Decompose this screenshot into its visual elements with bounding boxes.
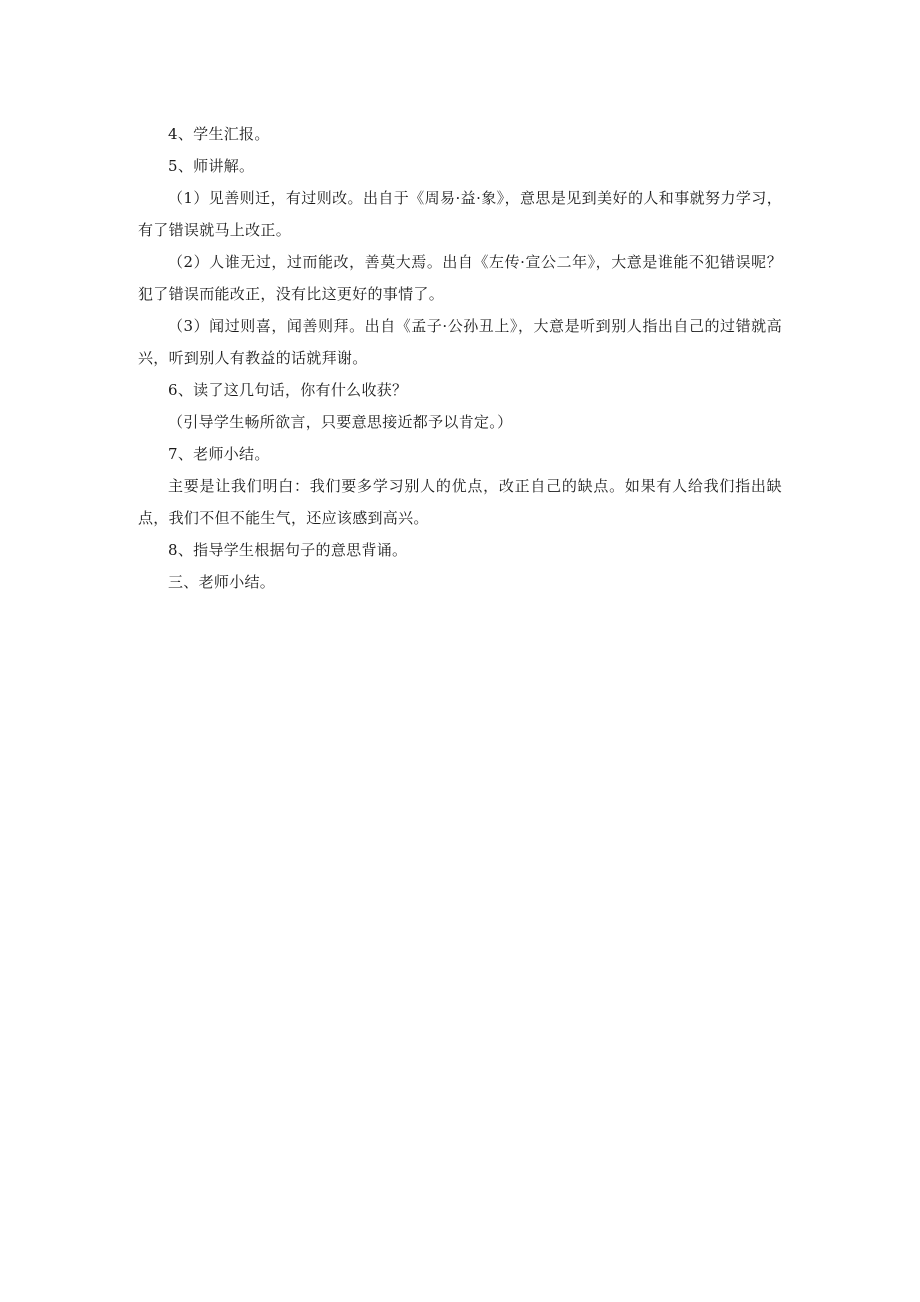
paragraph-step-8: 8、指导学生根据句子的意思背诵。: [168, 541, 408, 559]
paragraph-quote-1: （1）见善则迁，有过则改。出自于《周易·益·象》，意思是见到美好的人和事就努力学习，有了错误就马上改正。: [138, 189, 782, 239]
paragraph-step-4: 4、学生汇报。: [168, 125, 270, 143]
paragraph-guidance-note: （引导学生畅所欲言，只要意思接近都予以肯定。）: [168, 413, 513, 431]
paragraph-step-6: 6、读了这几句话，你有什么收获？: [168, 381, 408, 399]
paragraph-summary: 主要是让我们明白：我们要多学习别人的优点，改正自己的缺点。如果有人给我们指出缺点，我们不但不能生气，还应该感到高兴。: [138, 477, 782, 527]
paragraph-section-3: 三、老师小结。: [168, 573, 276, 591]
paragraph-quote-2: （2）人谁无过，过而能改，善莫大焉。出自《左传·宣公二年》，大意是谁能不犯错误呢？犯了错误而能改正，没有比这更好的事情了。: [138, 253, 782, 303]
paragraph-step-7: 7、老师小结。: [168, 445, 270, 463]
paragraph-step-5: 5、师讲解。: [168, 157, 255, 175]
document-body: [138, 118, 782, 598]
paragraph-quote-3: （3）闻过则喜，闻善则拜。出自《孟子·公孙丑上》，大意是听到别人指出自己的过错就高兴，听到别人有教益的话就拜谢。: [138, 317, 782, 367]
